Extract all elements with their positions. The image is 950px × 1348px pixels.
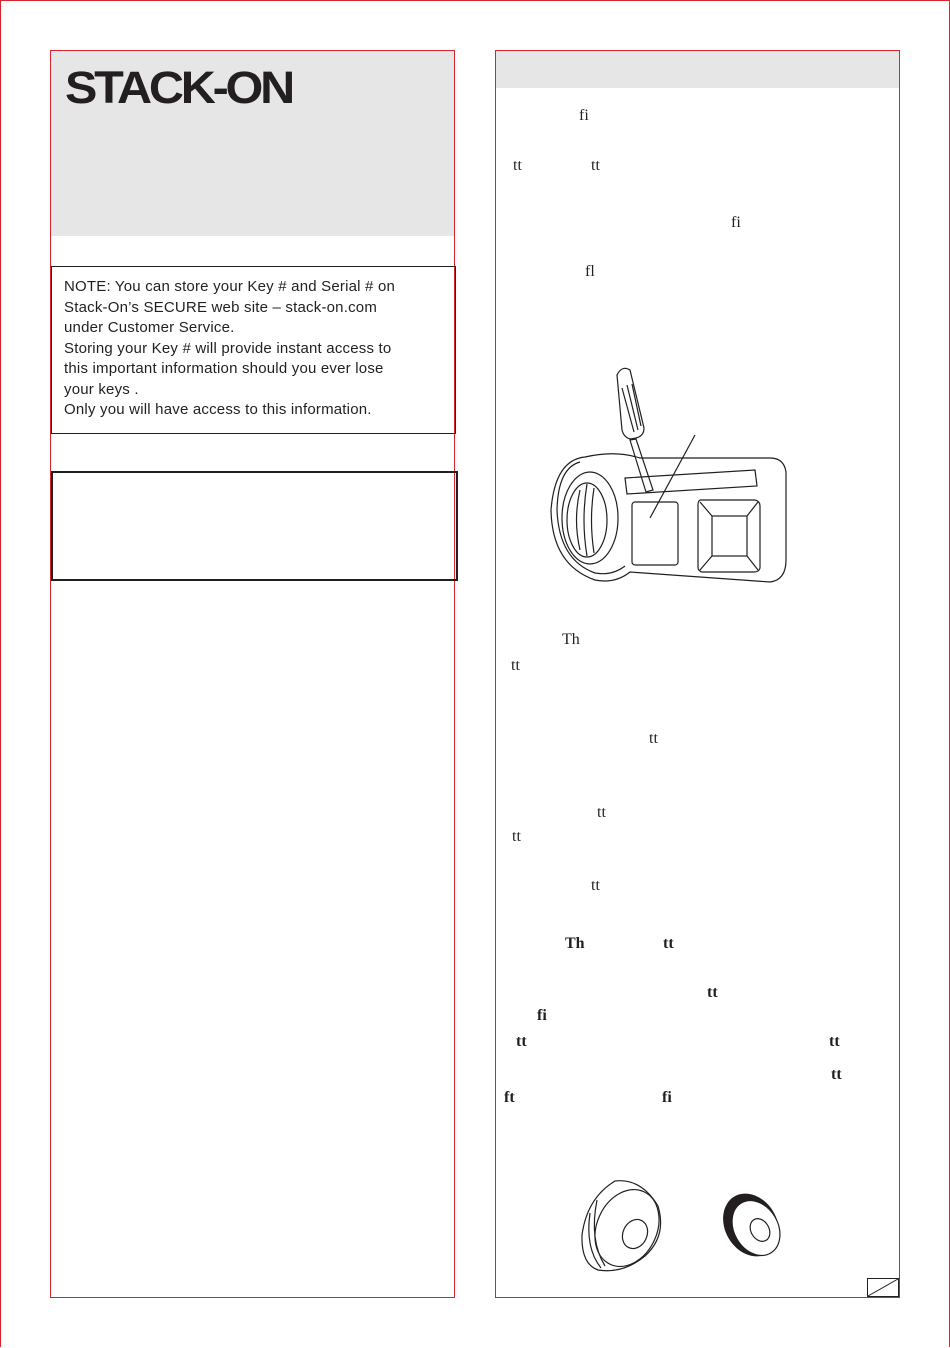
stack-on-logo: STACK-ON <box>65 62 292 113</box>
ligature-glyph: tt <box>649 730 658 747</box>
top-slot <box>625 470 757 494</box>
screwdriver-shaft <box>630 439 653 492</box>
ligature-glyph: tt <box>597 804 606 821</box>
ligature-glyph: tt <box>829 1033 840 1050</box>
dial-ring <box>562 472 618 564</box>
note-line: Storing your Key # will provide instant access to <box>64 339 392 357</box>
washer-illustration <box>722 1188 787 1263</box>
ligature-glyph: tt <box>512 828 521 845</box>
note-line: your keys . <box>64 380 139 398</box>
left-column <box>50 50 455 1298</box>
ligature-glyph: tt <box>513 157 522 174</box>
note-line: Only you will have access to this information. <box>64 401 372 418</box>
ligature-glyph: Th <box>565 935 585 952</box>
ligature-glyph: fi <box>579 107 589 124</box>
screwdriver-handle <box>617 368 644 439</box>
note-line: under Customer Service. <box>64 319 235 336</box>
ligature-glyph: tt <box>516 1033 527 1050</box>
lock-panel-illustration <box>540 360 800 600</box>
ligature-glyph: tt <box>511 657 520 674</box>
ligature-glyph: fi <box>537 1007 547 1024</box>
ligature-glyph: Th <box>562 631 580 648</box>
note-box <box>51 266 456 434</box>
ligature-glyph: ft <box>504 1089 515 1106</box>
page-corner-box <box>867 1278 899 1297</box>
dial-knob <box>567 483 607 557</box>
ligature-glyph: tt <box>663 935 674 952</box>
note-line: Stack-On’s SECURE web site – stack-on.com <box>64 298 378 316</box>
ligature-glyph: fi <box>731 214 741 231</box>
right-header-panel <box>496 51 899 88</box>
ligature-glyph: tt <box>591 877 600 894</box>
right-column <box>495 50 900 1298</box>
ligature-glyph: fi <box>662 1089 672 1106</box>
ligature-glyph: fl <box>585 263 595 280</box>
empty-info-box <box>51 471 458 581</box>
note-line: this important information should you ever lose <box>64 360 384 377</box>
ligature-glyph: tt <box>707 984 718 1001</box>
bushing-illustration <box>575 1178 670 1278</box>
ligature-glyph: tt <box>831 1066 842 1083</box>
left-header-panel <box>51 51 454 236</box>
ligature-glyph: tt <box>591 157 600 174</box>
keypad-square <box>632 502 678 565</box>
note-line: NOTE: You can store your Key # and Serial # on <box>64 278 396 295</box>
